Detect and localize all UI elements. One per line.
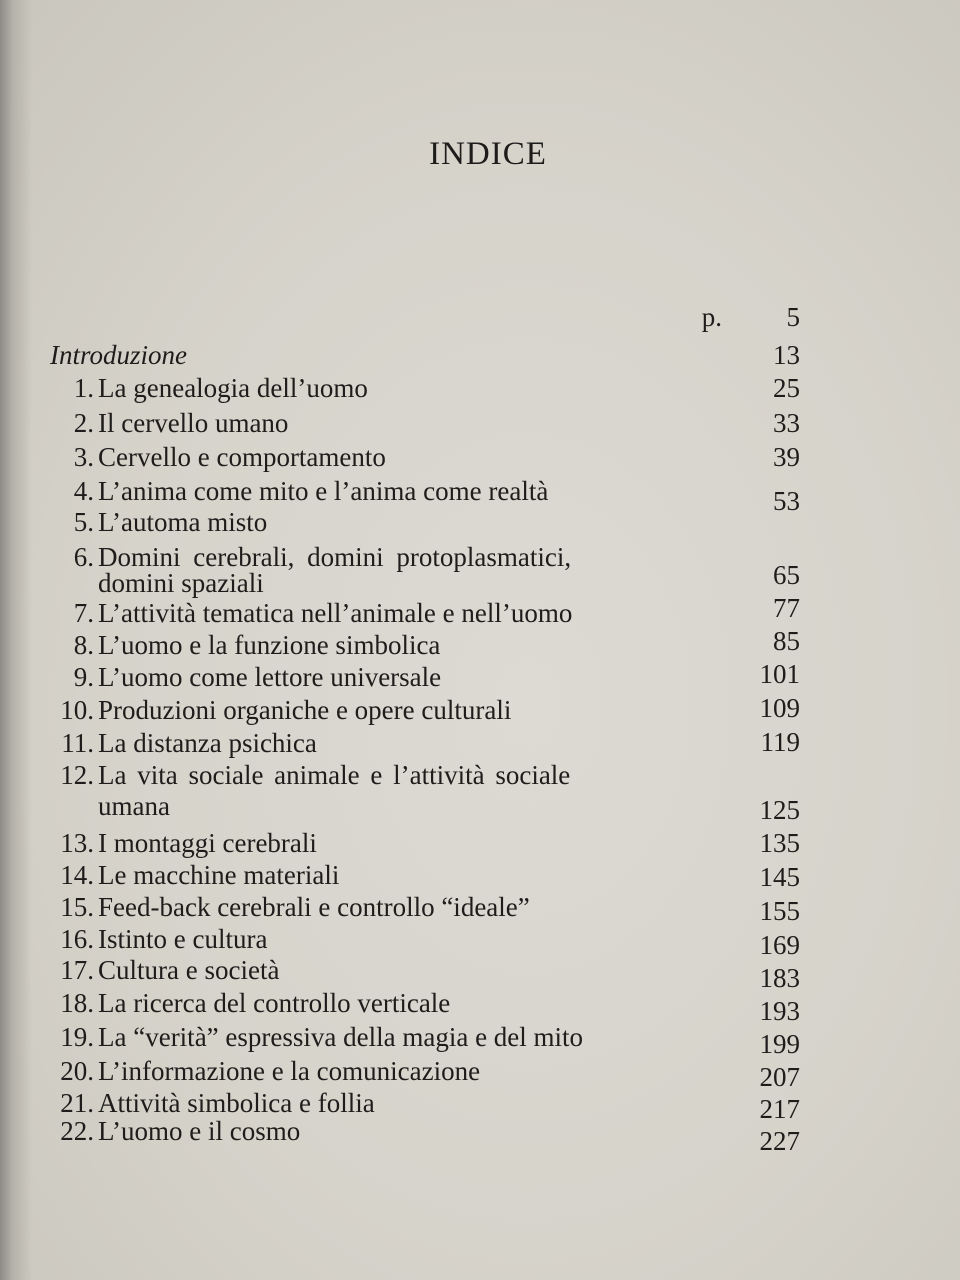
toc-row: [50, 953, 800, 993]
toc-entry-label: Domini cerebrali, domini protoplasmatici,: [98, 542, 572, 572]
toc-page-number: 183: [759, 963, 800, 993]
toc-row: [50, 826, 800, 860]
toc-entry-label: La vita sociale animale e l’attività sociale: [98, 760, 571, 790]
toc-row: [50, 300, 800, 334]
toc-row: [50, 758, 800, 792]
toc-row: [50, 693, 800, 727]
page-title: INDICE: [429, 136, 547, 172]
toc-entry-number: 22.: [60, 1116, 94, 1146]
toc-entry-number: 11.: [61, 728, 94, 758]
toc-entry-label: Introduzione: [50, 340, 187, 370]
toc-entry-label: L’attività tematica nell’animale e nell’uomo: [98, 598, 573, 628]
toc-entry-number: 12.: [60, 760, 94, 790]
toc-entry-number: 13.: [60, 828, 94, 858]
toc-entry-number: 8.: [73, 630, 94, 660]
toc-row: [50, 922, 800, 960]
toc-entry-number: 7.: [73, 598, 94, 628]
toc-row: [50, 1020, 800, 1059]
toc-entry-label: L’uomo e la funzione simbolica: [98, 630, 441, 660]
toc-entry-number: 14.: [60, 860, 94, 890]
toc-entry-number: 15.: [60, 892, 94, 922]
toc-page-number: 155: [759, 896, 800, 926]
gutter-shadow: [0, 0, 32, 1280]
toc-page-number: 53: [773, 486, 800, 516]
toc-entry-label: Cervello e comportamento: [98, 442, 386, 472]
toc-page-number: 25: [773, 373, 800, 403]
toc-page-number: 199: [759, 1029, 800, 1059]
toc-page-number: 65: [773, 560, 800, 590]
toc-page-number: 207: [759, 1062, 800, 1092]
toc-row: [50, 890, 800, 924]
toc-entry-label: L’uomo come lettore universale: [98, 662, 442, 692]
toc-entry-number: 20.: [60, 1056, 94, 1086]
toc-entry-number: 17.: [60, 955, 94, 985]
toc-page-number: 77: [773, 593, 800, 623]
toc-row-page-only: [50, 1124, 800, 1158]
toc-entry-label: Produzioni organiche e opere culturali: [98, 695, 512, 725]
toc-row: [50, 986, 800, 1026]
toc-entry-number: 21.: [60, 1088, 94, 1118]
toc-entry-label: L’uomo e il cosmo: [98, 1116, 301, 1146]
toc-row: [50, 628, 800, 662]
page-prefix: p.: [701, 302, 722, 332]
toc-entry-label: La “verità” espressiva della magia e del mito: [98, 1022, 584, 1052]
toc-entry-number: 4.: [73, 476, 94, 506]
toc-entry-number: 3.: [73, 442, 94, 472]
toc-entry-number: 18.: [60, 988, 94, 1018]
toc-row: [50, 593, 800, 630]
toc-page-number: 5: [786, 302, 800, 332]
toc-entry-label: Istinto e cultura: [98, 924, 268, 954]
toc-page-number: 101: [759, 659, 800, 689]
toc-entry-label: domini spaziali: [98, 568, 264, 598]
toc-entry-label: L’automa misto: [98, 507, 268, 537]
toc-entry-label: La ricerca del controllo verticale: [98, 988, 451, 1018]
toc-page-number: 39: [773, 442, 800, 472]
toc-page-number: 85: [773, 626, 800, 656]
toc-page-number: 193: [759, 996, 800, 1026]
toc-row: [50, 505, 800, 539]
toc-entry-label: Feed-back cerebrali e controllo “ideale”: [98, 892, 530, 922]
toc-entry-number: 5.: [73, 507, 94, 537]
toc-row: [50, 789, 800, 823]
toc-row: [50, 858, 800, 892]
toc-row: [50, 406, 800, 440]
toc-entry-number: 2.: [73, 408, 94, 438]
toc-entry-label: I montaggi cerebrali: [98, 828, 317, 858]
toc-page-number: 145: [759, 862, 800, 892]
toc-entry-label: umana: [98, 791, 170, 821]
toc-row: [50, 440, 800, 474]
toc-entry-number: 16.: [60, 924, 94, 954]
toc-page-number: 13: [773, 340, 800, 370]
toc-page-number: 135: [759, 828, 800, 858]
toc-page-number: 227: [759, 1126, 800, 1156]
toc-row: [50, 726, 800, 760]
toc-row: [50, 560, 800, 600]
toc-entry-label: L’anima come mito e l’anima come realtà: [98, 476, 549, 506]
toc-entry-label: La genealogia dell’uomo: [98, 373, 368, 403]
toc-row: [50, 371, 800, 405]
toc-page-number: 109: [759, 693, 800, 723]
toc-entry-label: Attività simbolica e follia: [98, 1088, 375, 1118]
toc-page-number: 125: [759, 795, 800, 825]
toc-entry-label: Cultura e società: [98, 955, 280, 985]
toc-page-number: 217: [759, 1094, 800, 1124]
toc-entry-number: 10.: [60, 695, 94, 725]
toc-entry-number: 9.: [73, 662, 94, 692]
toc-page-number: 169: [759, 930, 800, 960]
toc-entry-label: La distanza psichica: [98, 728, 317, 758]
toc-row: [50, 660, 800, 694]
toc-entry-label: Il cervello umano: [98, 408, 289, 438]
toc-entry-number: 19.: [60, 1022, 94, 1052]
toc-entry-label: L’informazione e la comunicazione: [98, 1056, 481, 1086]
toc-row-introduzione: [50, 338, 800, 372]
toc-entry-number: 1.: [73, 373, 94, 403]
table-of-contents: [50, 0, 800, 1280]
toc-row: [50, 1054, 800, 1092]
toc-page-number: 119: [760, 727, 800, 757]
toc-entry-number: 6.: [73, 542, 94, 572]
toc-entry-label: Le macchine materiali: [98, 860, 340, 890]
toc-page-number: 33: [773, 408, 800, 438]
